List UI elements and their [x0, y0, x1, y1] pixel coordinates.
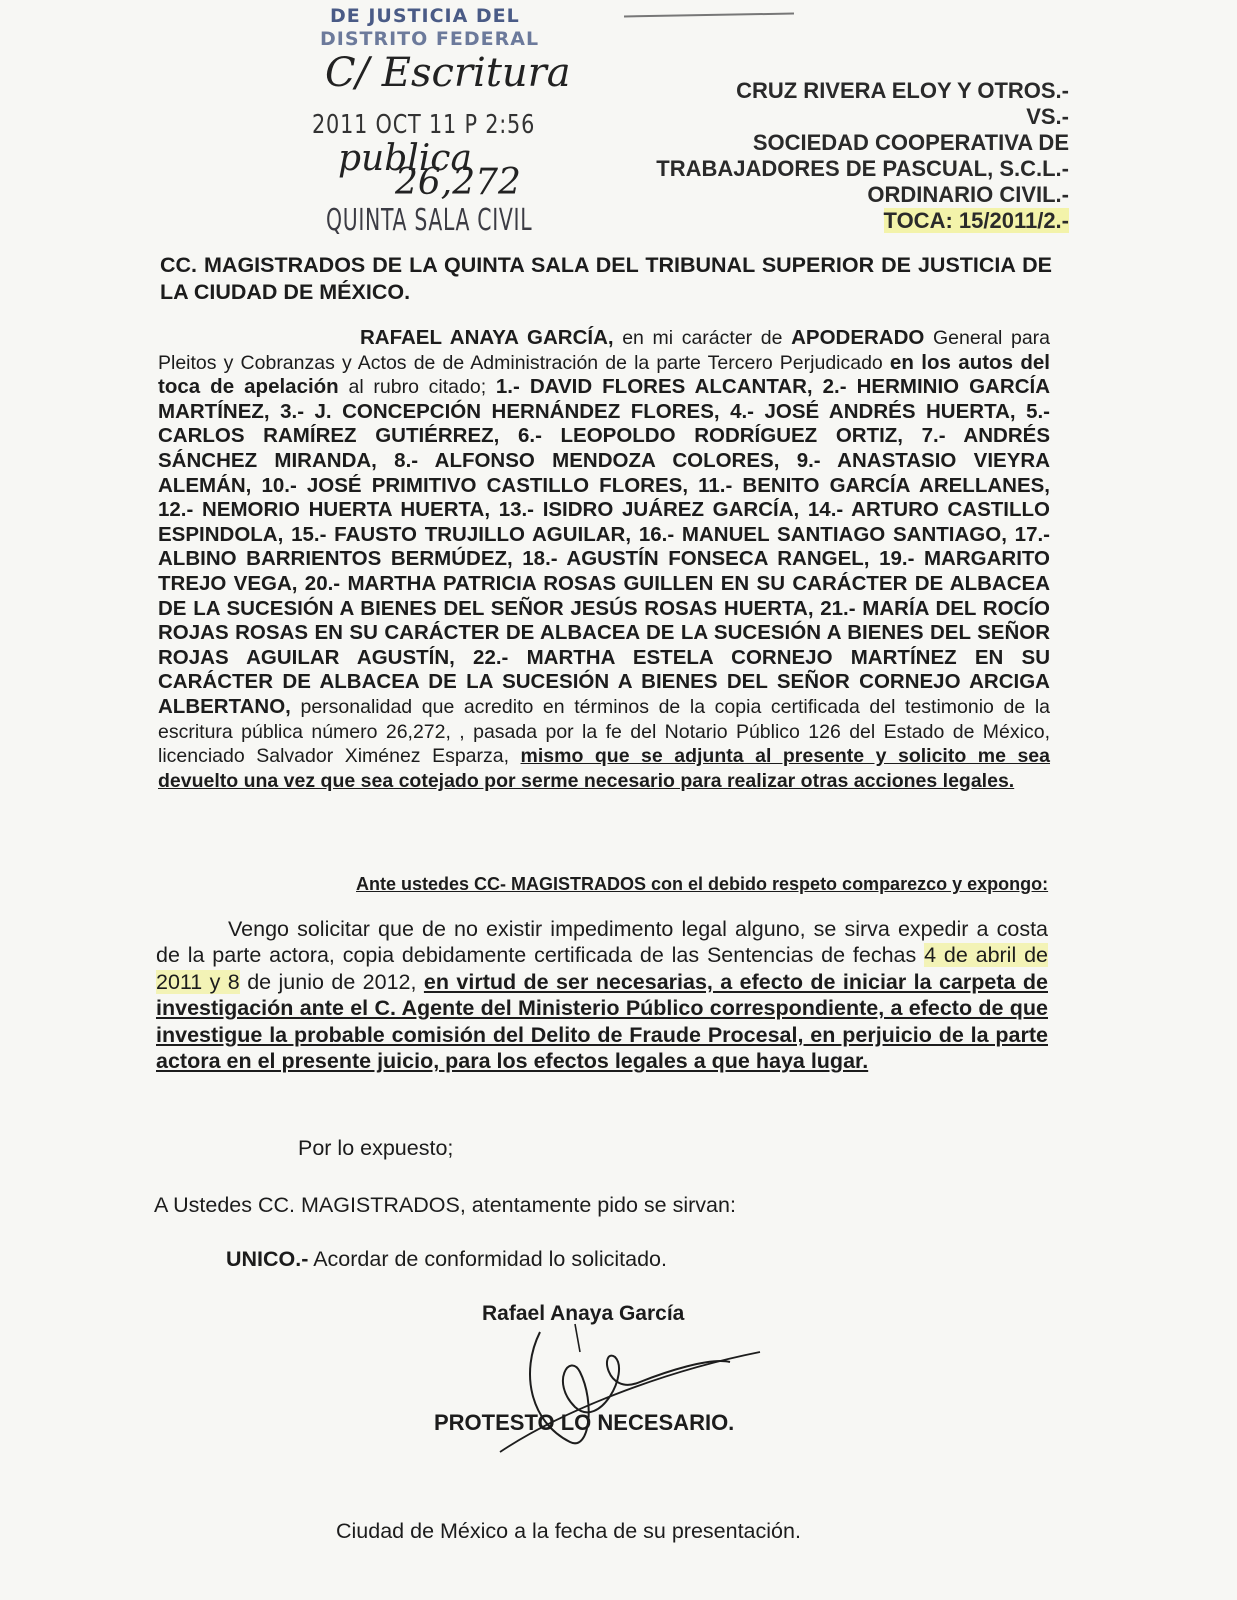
party-list: 1.- DAVID FLORES ALCANTAR, 2.- HERMINIO GARCÍA MARTÍNEZ, 3.- J. CONCEPCIÓN HERNÁNDEZ FLORES, 4.- JOSÉ ANDRÉS HUERTA, 5.- CARLOS RAMÍREZ GUTIÉRREZ, 6.- LEOPOLDO RODRÍGUEZ ORTIZ, 7.- ANDRÉS SÁNCHEZ MIRANDA, 8.- ALFONSO MENDOZA COLORES, 9.- ANASTASIO VIEYRA ALEMÁN, 10.- JOSÉ PRIMITIVO CASTILLO FLORES, 11.- BENITO GARCÍA ARELLANES, 12.- NEMORIO HUERTA HUERTA, 13.- ISIDRO JUÁREZ GARCÍA, 14.- ARTURO CASTILLO ESPINDOLA, 15.- FAUSTO TRUJILLO AGUILAR, 16.- MANUEL SANTIAGO SANTIAGO, 17.- ALBINO BARRIENTOS BERMÚDEZ, 18.- AGUSTÍN FONSECA RANGEL, 19.- MARGARITO TREJO VEGA, 20.- MARTHA PATRICIA ROSAS GUILLEN EN SU CARÁCTER DE ALBACEA DE LA SUCESIÓN A BIENES DEL SEÑOR JESÚS ROSAS HUERTA, 21.- MARÍA DEL ROCÍO ROJAS ROSAS EN SU CARÁCTER DE ALBACEA DE LA SUCESIÓN A BIENES DEL SEÑOR ROJAS AGUILAR AGUSTÍN, 22.- MARTHA ESTELA CORNEJO MARTÍNEZ EN SU CARÁCTER DE ALBACEA DE LA SUCESIÓN A BIENES DEL SEÑOR CORNEJO ARCIGA ALBERTANO,	[158, 375, 1051, 718]
case-toca-text: TOCA: 15/2011/2.-	[883, 208, 1069, 233]
court-stamp: QUINTA SALA CIVIL	[326, 203, 533, 238]
filer-name: RAFAEL ANAYA GARCÍA,	[360, 326, 614, 349]
date-stamp: 2011 OCT 11 P 2:56	[312, 110, 536, 140]
p1-text-e: personalidad que acredito en términos de la copia certificada del testimonio de la escritura pública número 26,272, , pasada por la fe del Notario Público 126 del Estado de México, licenciado Salvador Ximénez Esparza,	[158, 695, 1050, 768]
p1-text-a: en mi carácter de	[613, 327, 792, 349]
case-header	[656, 78, 1069, 234]
p3-text-b: de junio de 2012,	[239, 969, 424, 994]
p2-text: Ante ustedes CC- MAGISTRADOS con el debido respeto comparezco y expongo:	[356, 874, 1049, 894]
paragraph-request	[156, 916, 1048, 1074]
handwritten-note-2: publica	[338, 138, 472, 179]
p3-text-a: Vengo solicitar que de no existir impedimento legal alguno, se sirva expedir a costa de la parte actora, copia debidamente certificada de las Sentencias de fechas	[156, 917, 1048, 968]
addressee: CC. MAGISTRADOS DE LA QUINTA SALA DEL TRIBUNAL SUPERIOR DE JUSTICIA DE LA CIUDAD DE MÉXICO.	[160, 253, 1052, 304]
case-defendant-1: SOCIEDAD COOPERATIVA DE	[752, 130, 1069, 155]
p3-underlined: en virtud de ser necesarias, a efecto de iniciar la carpeta de investigación ante el C. Agente del Ministerio Público correspondiente, a efecto de que investigue la probable comisión del Delito de Fraude Procesal, en perjuicio de la parte actora en el presente juicio, para los efectos legales a que haya lugar.	[156, 969, 1048, 1074]
case-type: ORDINARIO CIVIL.-	[867, 182, 1069, 207]
case-versus: VS.-	[1026, 104, 1069, 129]
signatory-name: Rafael Anaya García	[482, 1302, 685, 1325]
case-parties: CRUZ RIVERA ELOY Y OTROS.-	[736, 78, 1069, 103]
p1-en: en	[889, 350, 914, 374]
p1-text-d: al rubro citado;	[338, 376, 496, 399]
handwritten-note-3: 26,272	[395, 162, 521, 203]
case-toca	[656, 208, 1069, 234]
closing-line: Ciudad de México a la fecha de su presentación.	[336, 1519, 801, 1543]
p3-dates: 4 de abril de 2011 y 8	[156, 943, 1048, 994]
unico-label: UNICO.-	[226, 1247, 309, 1271]
handwritten-note-1: C/ Escritura	[325, 50, 571, 96]
stamp-line-1: DE JUSTICIA DEL	[330, 5, 520, 27]
paragraph-personality	[158, 326, 1050, 793]
protesto: PROTESTO LO NECESARIO.	[434, 1410, 735, 1435]
unico-text: Acordar de conformidad lo solicitado.	[308, 1247, 667, 1271]
p1-text-b: General para Pleitos y Cobranzas y Actos de de Administración de la parte Tercero Perjudicado	[158, 327, 1050, 374]
request-line: A Ustedes CC. MAGISTRADOS, atentamente pido se sirvan:	[154, 1193, 736, 1217]
p1-underlined: mismo que se adjunta al presente y solicito me sea devuelto una vez que sea cotejado por serme necesario para realizar otras acciones legales.	[158, 745, 1050, 792]
por-lo-expuesto: Por lo expuesto;	[298, 1136, 454, 1160]
filer-role: APODERADO	[791, 326, 925, 349]
top-rule	[624, 13, 794, 18]
case-defendant-2: TRABAJADORES DE PASCUAL, S.C.L.-	[656, 156, 1069, 181]
stamp-line-2: DISTRITO FEDERAL	[320, 28, 540, 50]
paragraph-ante-ustedes	[158, 873, 1050, 895]
unico-line	[226, 1247, 667, 1272]
p1-text-c: los autos del toca de apelación	[158, 350, 1051, 399]
handwritten-signature	[480, 1312, 780, 1462]
